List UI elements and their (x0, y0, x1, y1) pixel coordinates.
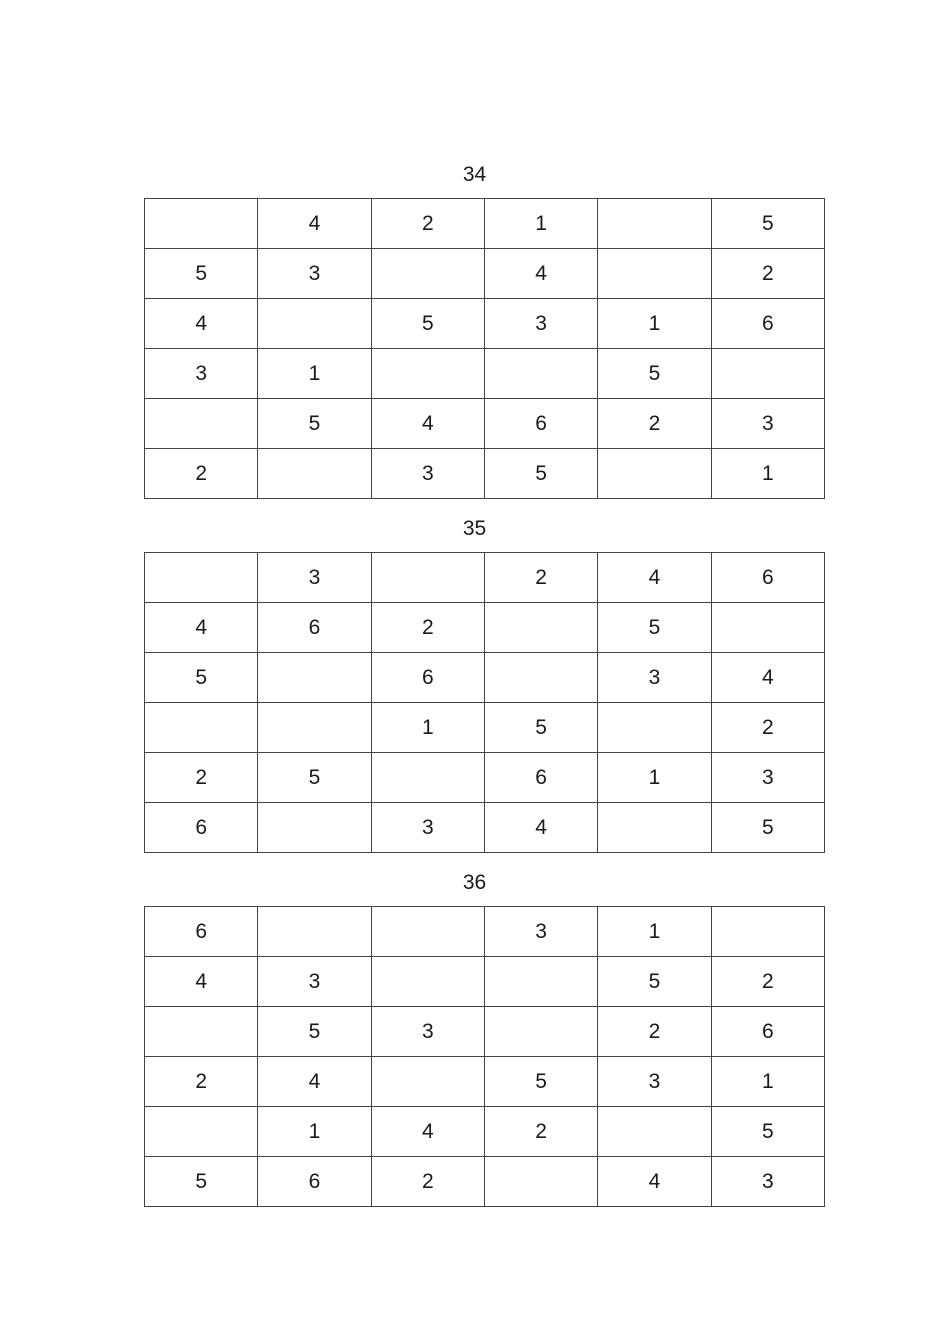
grid-cell: 3 (598, 653, 711, 703)
puzzle-number: 36 (462, 871, 487, 894)
grid-cell: 3 (711, 1157, 824, 1207)
grid-cell: 6 (145, 907, 258, 957)
grid-cell (484, 1007, 597, 1057)
grid-cell (258, 803, 371, 853)
grid-cell: 1 (711, 1057, 824, 1107)
grid-row (145, 1007, 825, 1057)
grid-cell: 3 (711, 753, 824, 803)
grid-cell: 5 (598, 349, 711, 399)
grid-row (145, 199, 825, 249)
grid-row (145, 907, 825, 957)
grid-row (145, 299, 825, 349)
grid-cell: 4 (145, 299, 258, 349)
grid-cell: 4 (258, 199, 371, 249)
grid-cell (598, 1107, 711, 1157)
grid-cell: 1 (258, 1107, 371, 1157)
grid-cell: 2 (371, 603, 484, 653)
grid-cell: 4 (258, 1057, 371, 1107)
grid-cell (371, 249, 484, 299)
grid-cell: 2 (484, 553, 597, 603)
grid-cell: 4 (371, 399, 484, 449)
grid-cell (598, 199, 711, 249)
grid-cell: 5 (484, 703, 597, 753)
grid-cell: 4 (598, 1157, 711, 1207)
grid-cell: 4 (598, 553, 711, 603)
grid-cell (258, 653, 371, 703)
grid-cell: 3 (711, 399, 824, 449)
grid-cell (145, 1107, 258, 1157)
grid-cell: 1 (371, 703, 484, 753)
grid-cell: 1 (258, 349, 371, 399)
sudoku-grid (144, 906, 825, 1207)
grid-cell (598, 703, 711, 753)
grid-cell (711, 603, 824, 653)
grid-cell: 5 (258, 753, 371, 803)
grid-cell: 2 (371, 1157, 484, 1207)
grid-cell (145, 1007, 258, 1057)
grid-cell: 4 (484, 803, 597, 853)
grid-cell: 5 (145, 1157, 258, 1207)
grid-row (145, 603, 825, 653)
grid-row (145, 703, 825, 753)
grid-row (145, 1057, 825, 1107)
grid-cell (484, 603, 597, 653)
grid-cell: 2 (598, 1007, 711, 1057)
grid-cell (145, 703, 258, 753)
grid-cell: 3 (484, 299, 597, 349)
grid-row (145, 753, 825, 803)
grid-cell (145, 553, 258, 603)
grid-cell: 6 (258, 1157, 371, 1207)
grid-row (145, 449, 825, 499)
grid-cell: 4 (371, 1107, 484, 1157)
grid-cell (371, 349, 484, 399)
grid-cell (598, 449, 711, 499)
grid-cell: 6 (258, 603, 371, 653)
grid-row (145, 553, 825, 603)
grid-cell: 2 (145, 449, 258, 499)
grid-row (145, 249, 825, 299)
grid-row (145, 1107, 825, 1157)
grid-cell: 4 (711, 653, 824, 703)
grid-cell: 5 (258, 399, 371, 449)
grid-cell: 3 (258, 553, 371, 603)
grid-cell: 3 (371, 1007, 484, 1057)
grid-cell: 5 (711, 1107, 824, 1157)
grid-cell (711, 907, 824, 957)
grid-cell: 1 (711, 449, 824, 499)
grid-cell: 5 (145, 653, 258, 703)
grid-cell (484, 957, 597, 1007)
grid-cell: 1 (484, 199, 597, 249)
grid-cell: 5 (711, 803, 824, 853)
grid-cell: 6 (711, 299, 824, 349)
grid-cell: 2 (484, 1107, 597, 1157)
grid-cell (145, 199, 258, 249)
grid-cell: 5 (371, 299, 484, 349)
grid-cell (145, 399, 258, 449)
grid-cell: 5 (145, 249, 258, 299)
grid-cell (258, 299, 371, 349)
grid-cell: 3 (258, 249, 371, 299)
grid-row (145, 349, 825, 399)
grid-cell (371, 1057, 484, 1107)
grid-row (145, 399, 825, 449)
grid-cell: 4 (484, 249, 597, 299)
puzzle-number: 35 (462, 517, 487, 540)
grid-cell: 2 (711, 957, 824, 1007)
grid-cell: 3 (598, 1057, 711, 1107)
grid-cell: 5 (484, 1057, 597, 1107)
grid-cell: 5 (711, 199, 824, 249)
grid-cell: 1 (598, 299, 711, 349)
grid-cell: 3 (258, 957, 371, 1007)
grid-cell: 3 (145, 349, 258, 399)
grid-row (145, 803, 825, 853)
grid-cell (371, 553, 484, 603)
grid-cell (258, 449, 371, 499)
grid-cell: 3 (371, 449, 484, 499)
grid-cell (371, 957, 484, 1007)
grid-cell (598, 249, 711, 299)
grid-cell: 3 (371, 803, 484, 853)
grid-cell: 6 (484, 753, 597, 803)
grid-cell (258, 703, 371, 753)
grid-cell: 2 (371, 199, 484, 249)
grid-cell (371, 907, 484, 957)
grid-cell (711, 349, 824, 399)
grid-cell: 3 (484, 907, 597, 957)
grid-cell: 1 (598, 753, 711, 803)
grid-cell (484, 349, 597, 399)
grid-row (145, 653, 825, 703)
grid-cell: 2 (598, 399, 711, 449)
grid-cell: 6 (371, 653, 484, 703)
grid-cell: 2 (711, 703, 824, 753)
puzzle-number: 34 (462, 163, 487, 186)
grid-cell: 6 (711, 1007, 824, 1057)
sudoku-grid (144, 552, 825, 853)
grid-cell: 6 (484, 399, 597, 449)
grid-cell (258, 907, 371, 957)
grid-cell (484, 653, 597, 703)
grid-row (145, 1157, 825, 1207)
sudoku-grid (144, 198, 825, 499)
grid-cell: 2 (145, 753, 258, 803)
grid-cell: 5 (598, 957, 711, 1007)
grid-cell: 6 (145, 803, 258, 853)
grid-cell: 5 (258, 1007, 371, 1057)
grid-cell: 6 (711, 553, 824, 603)
grid-cell: 1 (598, 907, 711, 957)
grid-row (145, 957, 825, 1007)
grid-cell: 5 (484, 449, 597, 499)
grid-cell: 4 (145, 957, 258, 1007)
grid-cell: 5 (598, 603, 711, 653)
grid-cell: 2 (145, 1057, 258, 1107)
grid-cell: 2 (711, 249, 824, 299)
grid-cell (484, 1157, 597, 1207)
grid-cell (371, 753, 484, 803)
grid-cell (598, 803, 711, 853)
grid-cell: 4 (145, 603, 258, 653)
